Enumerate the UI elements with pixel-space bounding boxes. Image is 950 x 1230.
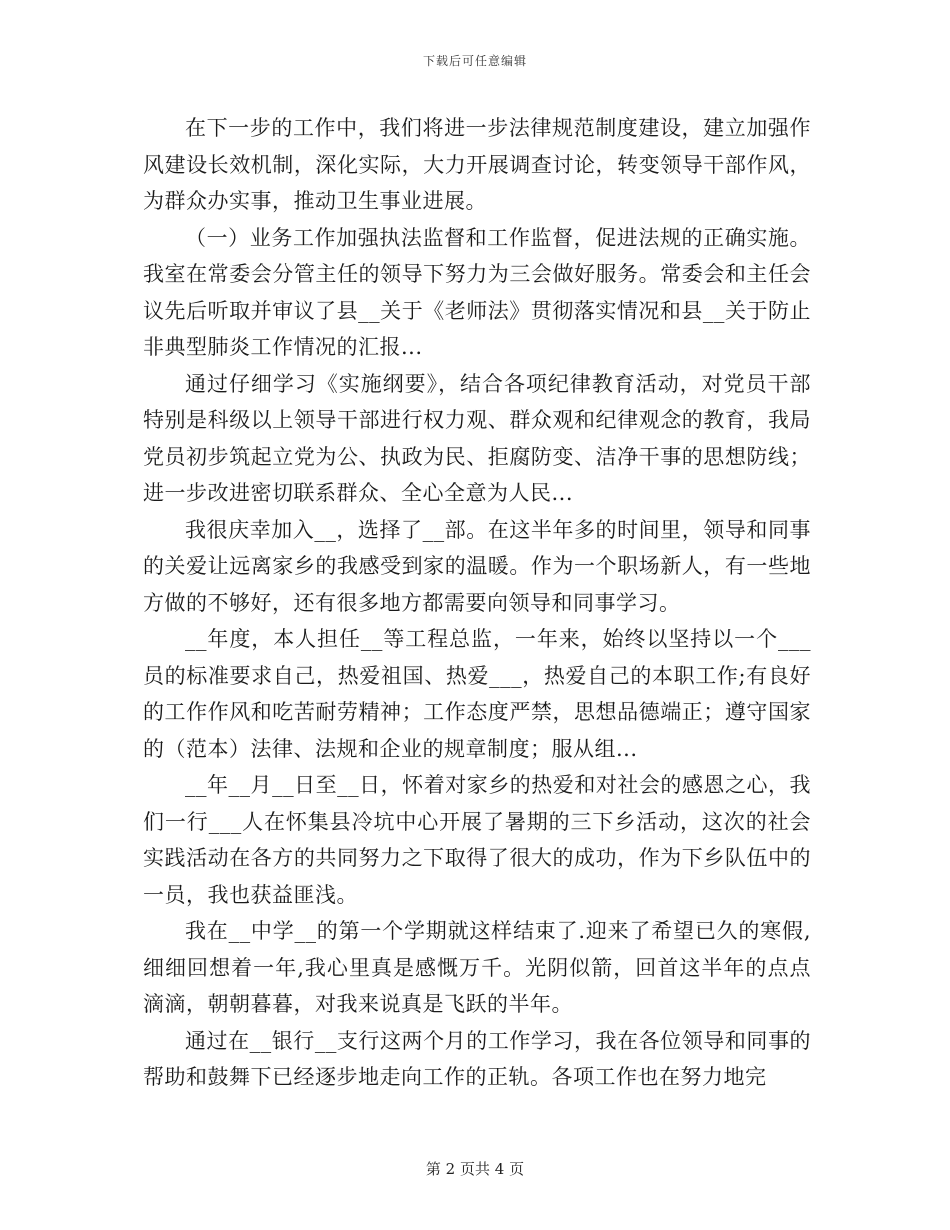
paragraph: __年__月__日至__日，怀着对家乡的热爱和对社会的感恩之心，我们一行___人在怀集县冷坑中心开展了暑期的三下乡活动，这次的社会实践活动在各方的共同努力之下取得了很大的成功，作为下乡队伍中的一员，我也获益匪浅。 [143,773,811,907]
paragraph: 在下一步的工作中，我们将进一步法律规范制度建设，建立加强作风建设长效机制，深化实际，大力开展调查讨论，转变领导干部作风，为群众办实事，推动卫生事业进展。 [143,116,811,213]
page-number: 第 2 页共 4 页 [425,1160,525,1178]
paragraph: 通过仔细学习《实施纲要》，结合各项纪律教育活动，对党员干部特别是科级以上领导干部进行权力观、群众观和纪律观念的教育，我局党员初步筑起立党为公、执政为民、拒腐防变、洁净干事的思想防线；进一步改进密切联系群众、全心全意为人民... [143,371,811,505]
paragraph: 我在__中学__的第一个学期就这样结束了.迎来了希望已久的寒假,细细回想着一年,我心里真是感慨万千。光阴似箭，回首这半年的点点滴滴，朝朝暮暮，对我来说真是飞跃的半年。 [143,919,811,1016]
paragraph: 通过在__银行__支行这两个月的工作学习，我在各位领导和同事的帮助和鼓舞下已经逐步地走向工作的正轨。各项工作也在努力地完 [143,1028,811,1089]
page-header: 下载后可任意编辑 [422,54,527,68]
paragraph: （一）业务工作加强执法监督和工作监督，促进法规的正确实施。我室在常委会分管主任的领导下努力为三会做好服务。常委会和主任会议先后听取并审议了县__关于《老师法》贯彻落实情况和县__关于防止非典型肺炎工作情况的汇报... [143,225,811,359]
document-body [143,110,811,1096]
paragraph: 我很庆幸加入__，选择了__部。在这半年多的时间里，领导和同事的关爱让远离家乡的我感受到家的温暖。作为一个职场新人，有一些地方做的不够好，还有很多地方都需要向领导和同事学习。 [143,517,811,615]
paragraph: __年度，本人担任__等工程总监，一年来，始终以坚持以一个___员的标准要求自己，热爱祖国、热爱___，热爱自己的本职工作;有良好的工作作风和吃苦耐劳精神；工作态度严禁，思想品德端正；遵守国家的（范本）法律、法规和企业的规章制度；服从组... [143,627,811,761]
